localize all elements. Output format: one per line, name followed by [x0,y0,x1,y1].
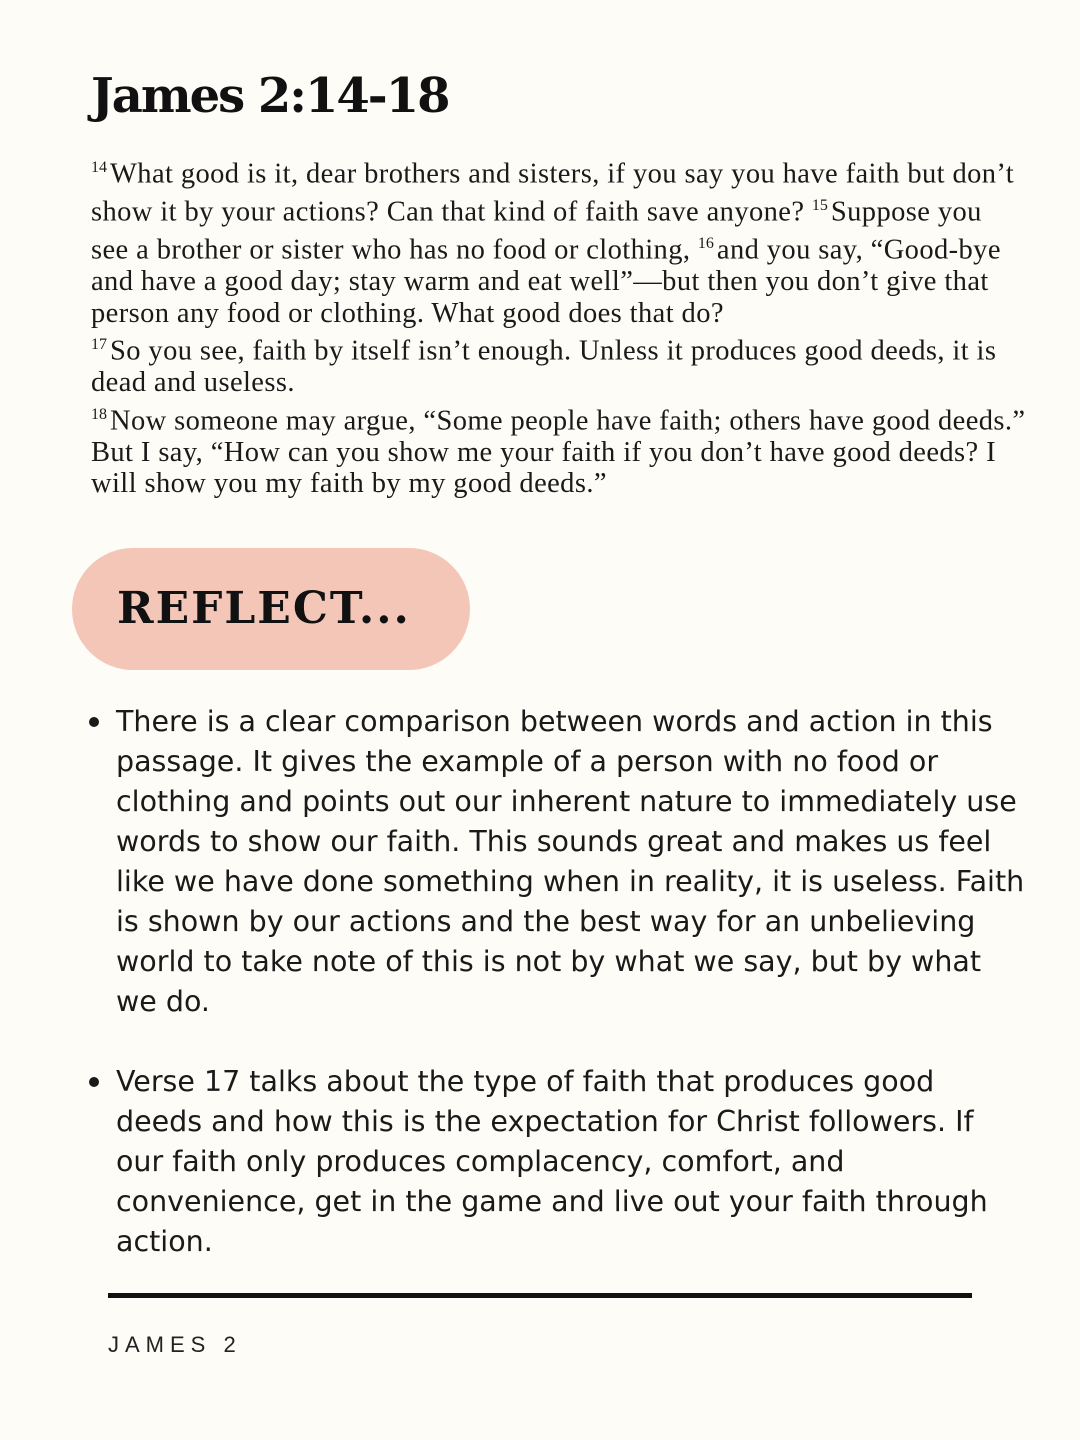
verse-text: Suppose you see a brother or sister who has no food or clothing, [91,196,982,266]
reflect-heading: REFLECT... [117,583,411,634]
scripture-passage [91,152,1026,500]
verse-number: 18 [91,405,107,423]
verse-number: 15 [811,197,828,214]
passage-paragraph [91,329,1026,399]
verse-number: 17 [91,336,107,353]
verse-number: 14 [91,159,107,176]
list-item [90,1062,1025,1262]
reflect-badge [72,548,470,670]
reflection-text: There is a clear comparison between words and action in this passage. It gives the example of a person with no food or clothing and points out our inherent nature to immediately use words to show our faith. This sounds great and makes us feel like we have done something when in reality, it is useless. Faith is shown by our actions and the best way for an unbelieving world to take note of this is not by what we say, but by what we do. [116,705,1025,1018]
divider [108,1293,972,1298]
bullet-icon [89,1077,99,1087]
verse-text: Now someone may argue, “Some people have faith; others have good deeds.” But I say, “How can you show me your faith if you don’t have good deeds? I will show you my faith by my good deeds.” [91,405,1026,499]
passage-paragraph [91,152,1026,329]
reflection-text: Verse 17 talks about the type of faith that produces good deeds and how this is the expectation for Christ followers. If our faith only produces complacency, comfort, and convenience, get in the game and live out your faith through action. [116,1065,988,1258]
reflection-list [90,702,1025,1302]
verse-text: and you say, “Good-bye and have a good day; stay warm and eat well”—but then you don’t give that person any food or clothing. What good does that do? [91,234,1001,329]
verse-number: 16 [697,235,714,252]
list-item [90,702,1025,1022]
footer-label: JAMES 2 [108,1332,242,1357]
verse-text: So you see, faith by itself isn’t enough. Unless it produces good deeds, it is dead and useless. [91,335,997,398]
bullet-icon [89,717,99,727]
verse-text: What good is it, dear brothers and sisters, if you say you have faith but don’t show it by your actions? Can that kind of faith save anyone? [91,158,1015,228]
passage-paragraph [91,399,1026,500]
page-title: James 2:14-18 [91,68,449,124]
